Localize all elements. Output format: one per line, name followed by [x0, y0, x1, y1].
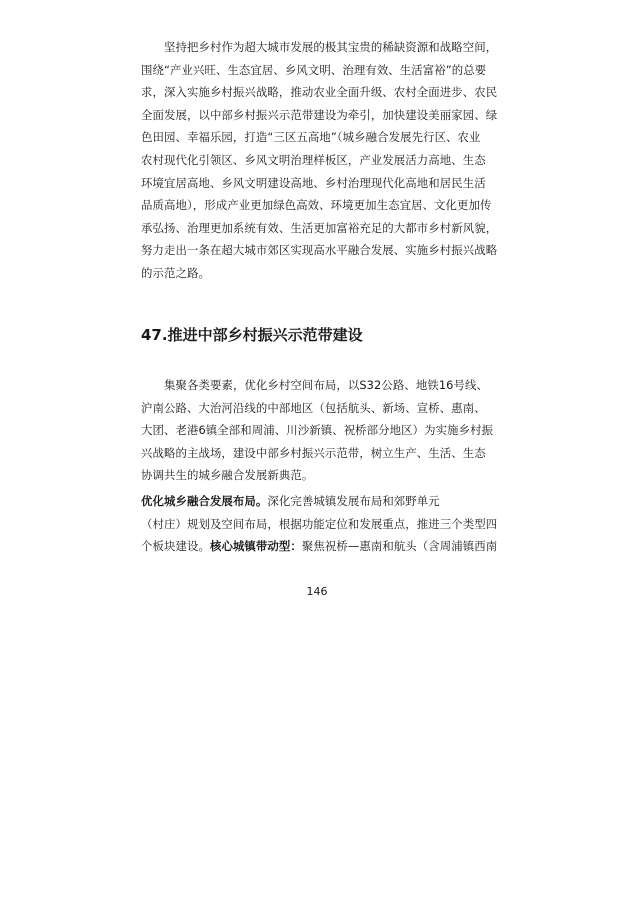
text-line: 集聚各类要素，优化乡村空间布局，以S32公路、地铁16号线、: [164, 378, 488, 392]
bold-lead: 优化城乡融合发展布局。: [141, 494, 268, 508]
text-line: 坚持把乡村作为超大城市发展的极其宝贵的稀缺资源和战略空间，: [164, 40, 498, 54]
intro-paragraph: [141, 36, 501, 285]
text-line: [141, 490, 501, 513]
text-run: 个板块建设。: [141, 539, 210, 554]
section-heading: 47.推进中部乡村振兴示范带建设: [141, 326, 363, 344]
text-line: 沪南公路、大治河沿线的中部地区（包括航头、新场、宣桥、惠南、: [141, 400, 486, 415]
text-line: （村庄）规划及空间布局，根据功能定位和发展重点，推进三个类型四: [141, 516, 498, 531]
text-line: 全面发展，以中部乡村振兴示范带建设为牵引，加快建设美丽家园、绿: [141, 107, 498, 122]
text-line: 品质高地），形成产业更加绿色高效、环境更加生态宜居、文化更加传: [141, 198, 492, 213]
text-line: 努力走出一条在超大城市郊区实现高水平融合发展、实施乡村振兴战略: [141, 243, 498, 258]
bold-lead: 核心城镇带动型：: [209, 539, 302, 554]
text-line: 兴战略的主战场，建设中部乡村振兴示范带，树立生产、生活、生态: [141, 445, 486, 460]
text-line: 环境宜居高地、乡风文明建设高地、乡村治理现代化高地和居民生活: [141, 175, 486, 190]
text-line: 围绕“产业兴旺、生态宜居、乡风文明、治理有效、生活富裕”的总要: [141, 62, 487, 77]
text-line: 大团、老港6镇全部和周浦、川沙新镇、祝桥部分地区）为实施乡村振: [141, 423, 494, 438]
text-line: [141, 535, 501, 558]
page-number: 146: [306, 585, 328, 598]
text-line: 色田园、幸福乐园，打造“三区五高地”（城乡融合发展先行区、农业: [141, 130, 481, 145]
text-line: 求，深入实施乡村振兴战略，推动农业全面升级、农村全面进步、农民: [141, 85, 498, 100]
layout-paragraph: [141, 490, 501, 558]
text-line: 协调共生的城乡融合发展新典范。: [141, 468, 314, 483]
text-line: 的示范之路。: [141, 265, 210, 280]
text-line: 承弘扬、治理更加系统有效、生活更加富裕充足的大都市乡村新风貌，: [141, 220, 498, 235]
text-run: 深化完善城镇发展布局和郊野单元: [267, 494, 440, 508]
text-run: 聚焦祝桥—惠南和航头（含周浦镇西南: [301, 539, 498, 554]
body-paragraph: [141, 374, 501, 487]
text-line: 农村现代化引领区、乡风文明治理样板区，产业发展活力高地、生态: [141, 152, 486, 167]
